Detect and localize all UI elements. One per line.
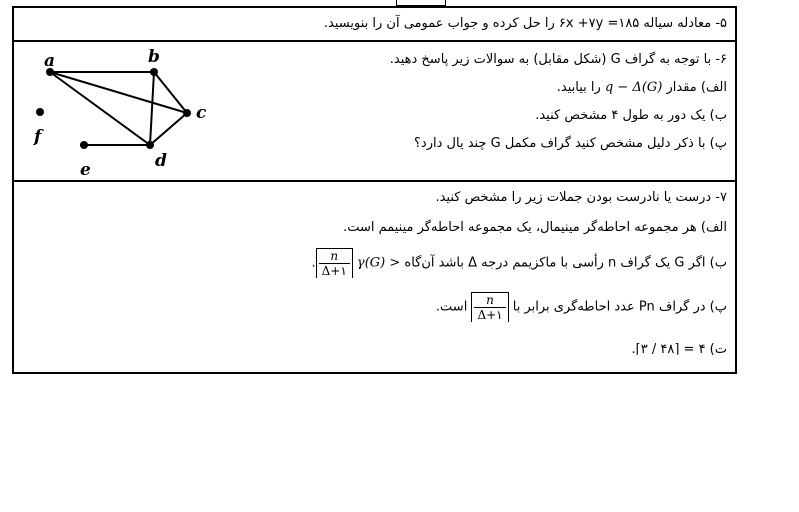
question-6-row — [14, 42, 735, 182]
part-c-text: پ) در گراف Pn عدد احاطه‌گری برابر با — [512, 299, 727, 315]
edge-b-c — [154, 72, 187, 113]
edge-c-d — [150, 113, 187, 145]
question-6-part-b: ب) یک دور به طول ۴ مشخص کنید. — [535, 108, 727, 123]
question-5-text: ۵- معادله سیاله ۱۸۵= ۶x +۷y را حل کرده و جواب عمومی آن را بنویسید. — [323, 16, 727, 31]
graph-g-figure — [14, 42, 244, 182]
part-c-fraction: $\frac{n}{\Delta+۱}$ — [474, 293, 505, 322]
part-b-ceiling — [316, 248, 353, 278]
part-a-prefix: الف) مقدار — [666, 80, 727, 95]
question-6-title: ۶- با توجه به گراف G (شکل مقابل) به سوالات زیر پاسخ دهید. — [389, 52, 727, 67]
part-b-math: γ(G) > — [356, 255, 401, 271]
vertex-d — [146, 141, 154, 149]
part-b-fraction: $\frac{n}{\Delta+۱}$ — [319, 249, 350, 278]
vertex-b — [150, 68, 158, 76]
vertex-label-a: a — [44, 51, 56, 71]
questions-table — [12, 6, 737, 374]
part-c-ceiling — [471, 292, 508, 322]
question-7-row — [14, 182, 735, 372]
edge-a-d — [50, 72, 150, 145]
vertex-label-b: b — [148, 47, 160, 67]
question-7-part-d: ت) ۴ = ⌈۴۸ / ۳⌉. — [631, 342, 727, 357]
part-c-suffix: است. — [435, 299, 468, 315]
question-7-title: ۷- درست یا نادرست بودن جملات زیر را مشخص کنید. — [435, 190, 727, 205]
vertex-label-e: e — [80, 160, 91, 180]
question-7-part-a: الف) هر مجموعه احاطه‌گر مینیمال، یک مجموعه احاطه‌گر مینیمم است. — [343, 220, 727, 235]
question-5-row — [14, 8, 735, 42]
vertex-label-c: c — [196, 103, 207, 123]
question-7-part-b: ب) اگر G یک گراف n رأسی با ماکزیمم درجه Δ باشد آن‌گاه γ(G) > $\frac{n}{\Delta+۱}$ . — [311, 249, 727, 278]
part-b-text: ب) اگر G یک گراف n رأسی با ماکزیمم درجه Δ باشد آن‌گاه — [404, 255, 727, 271]
question-6-part-a — [557, 80, 727, 95]
vertex-e — [80, 141, 88, 149]
part-a-suffix: را بیابید. — [556, 80, 601, 95]
vertex-c — [183, 109, 191, 117]
question-6-part-c: پ) با ذکر دلیل مشخص کنید گراف مکمل G چند یال دارد؟ — [414, 136, 727, 151]
vertex-f — [36, 108, 44, 116]
vertex-label-d: d — [155, 151, 167, 171]
edge-b-d — [150, 72, 154, 145]
vertex-label-f: f — [34, 127, 42, 147]
part-a-math: q − Δ(G) — [604, 80, 663, 95]
question-7-part-c — [436, 292, 727, 322]
edge-a-c — [50, 72, 187, 113]
